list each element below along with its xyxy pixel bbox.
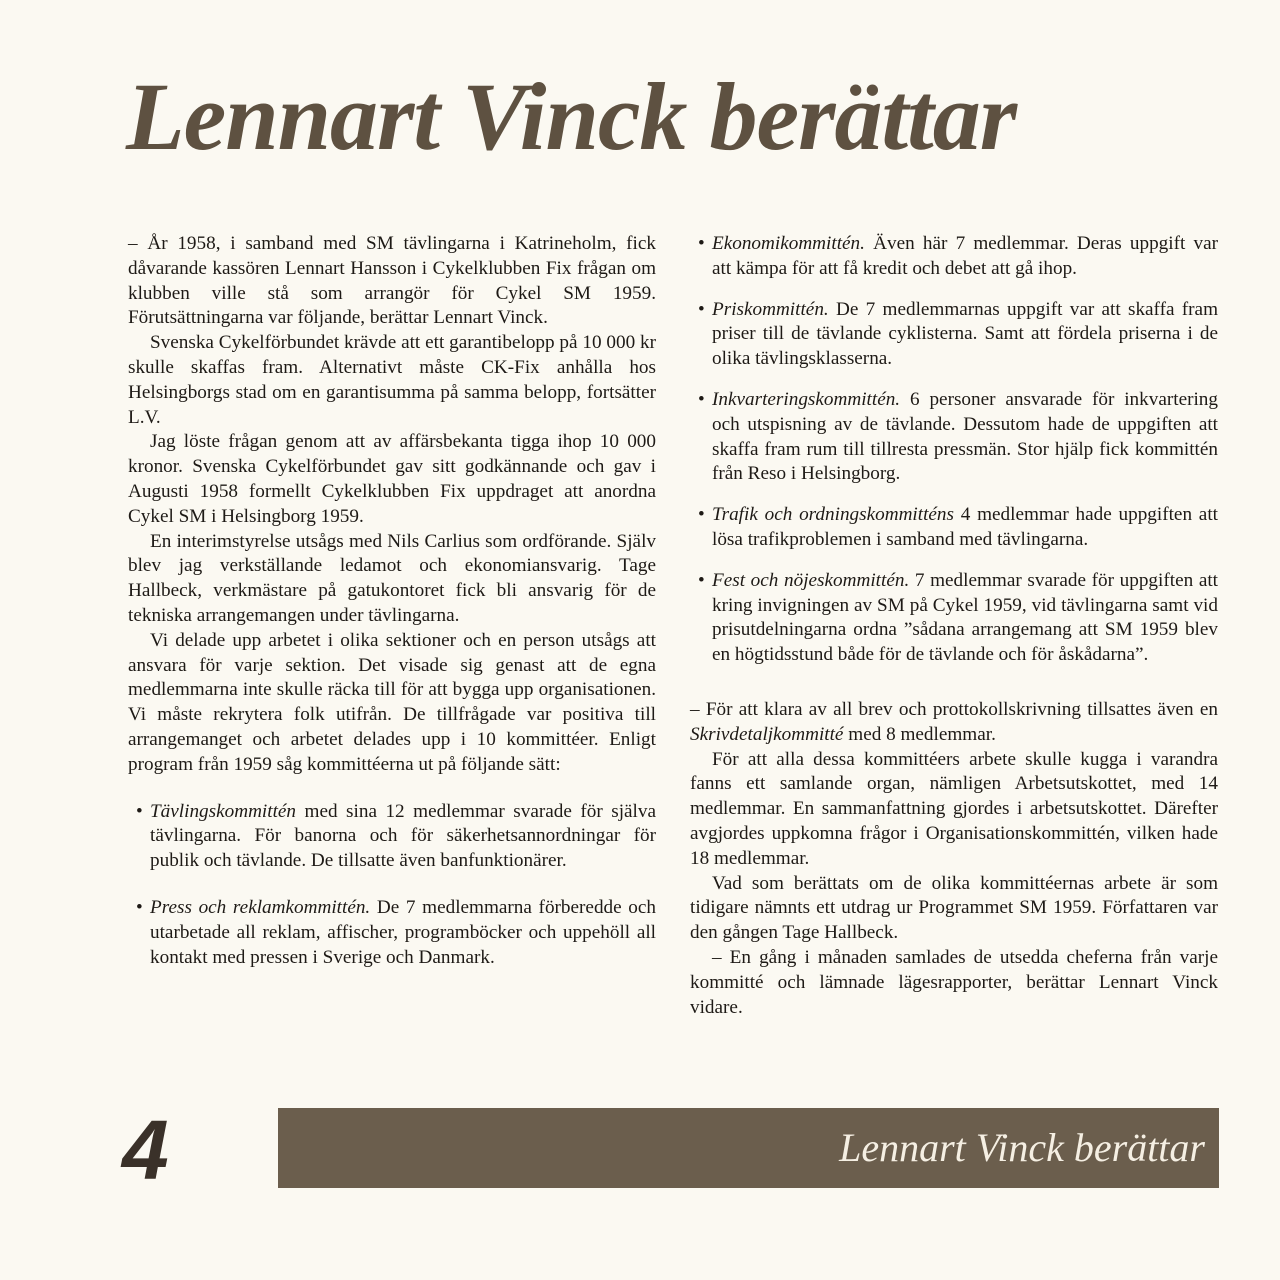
paragraph-text: med 8 medlemmar. bbox=[843, 723, 996, 745]
committee-item bbox=[128, 800, 656, 874]
committee-description: De 7 medlemmarna förberedde och utarbetade all reklam, affischer, programböcker och uppehöll all kontakt med pressen i Sverige och Danmark. bbox=[150, 896, 657, 968]
committee-name: Fest och nöjeskommittén. bbox=[712, 569, 910, 591]
bullet-icon: • bbox=[698, 569, 705, 591]
committee-name: Skrivdetaljkommitté bbox=[690, 723, 844, 745]
paragraph: Vi delade upp arbetet i olika sektioner och en person utsågs att ansvara för varje sektion. Det visade sig genast att de egna medlemmarna inte skulle räcka till för att bygga upp organisationen. Vi måste rekrytera folk utifrån. De tillfrågade var positiva till arrangemanget och arbetet delades upp i 10 kommittéer. Enligt program från 1959 såg kommittéerna ut på följande sätt: bbox=[128, 629, 656, 775]
committee-name: Trafik och ordningskommitténs bbox=[712, 504, 954, 526]
committee-name: Press och reklamkommittén. bbox=[150, 896, 371, 918]
committee-description: De 7 medlemmarnas uppgift var att skaffa fram priser till de tävlande cyklisterna. Samt att fördela priserna i de olika tävlingsklasserna. bbox=[712, 298, 1218, 370]
paragraph: – År 1958, i samband med SM tävlingarna i Katrineholm, fick dåvarande kassören Lennart Hansson i Cykelklubben Fix frågan om klubben ville stå som arrangör för Cykel SM 1959. Förutsättningarna var följande, berättar Lennart Vinck. bbox=[128, 233, 656, 329]
committee-name: Priskommittén. bbox=[712, 298, 829, 320]
paragraph-text: – För att klara av all brev och prottokollskrivning tillsattes även en bbox=[690, 698, 1218, 720]
paragraph: – En gång i månaden samlades de utsedda cheferna från varje kommitté och lämnade lägesrapporter, berättar Lennart Vinck vidare. bbox=[690, 946, 1218, 1018]
page-title: Lennart Vinck berättar bbox=[126, 63, 1017, 170]
footer-bar bbox=[278, 1108, 1219, 1188]
committee-item bbox=[690, 569, 1218, 668]
page-number: 4 bbox=[122, 1103, 169, 1197]
committee-description: 6 personer ansvarade för inkvartering och utspisning av de tävlande. Dessutom hade de uppgiften att skaffa fram rum till tillresta pressmän. Stor hjälp fick kommittén från Reso i Helsingborg. bbox=[712, 388, 1218, 485]
committee-name: Inkvarteringskommittén. bbox=[712, 388, 901, 410]
bullet-icon: • bbox=[698, 233, 705, 254]
committee-description: med sina 12 medlemmar svarade för själva tävlingarna. För banorna och för säkerhetsannordningar för publik och tävlande. De tillsatte även banfunktionärer. bbox=[150, 800, 656, 872]
committee-description: 4 medlemmar hade uppgiften att lösa trafikproblemen i samband med tävlingarna. bbox=[712, 504, 1218, 550]
committee-item bbox=[690, 298, 1218, 372]
paragraph bbox=[690, 698, 1218, 748]
bullet-icon: • bbox=[698, 504, 705, 526]
bullet-icon: • bbox=[698, 388, 705, 410]
committee-item bbox=[690, 503, 1218, 553]
running-title: Lennart Vinck berättar bbox=[839, 1125, 1205, 1170]
bullet-icon: • bbox=[136, 896, 143, 918]
paragraph: En interimstyrelse utsågs med Nils Carlius som ordförande. Själv blev jag verkställande ledamot och ekonomiansvarig. Tage Hallbeck, verkmästare på gatukontoret fick bli ansvarig för de tekniska arrangemangen under tävlingarna. bbox=[128, 530, 656, 626]
committee-description: 7 medlemmar svarade för uppgiften att kring invigningen av SM på Cykel 1959, vid tävlingarna samt vid prisutdelningarna ordna ”sådana arrangemang att SM 1959 blev en högtidsstund både för de tävlande och för åskådarna”. bbox=[712, 569, 1218, 666]
committee-description: Även här 7 medlemmar. Deras uppgift var att kämpa för att få kredit och debet att gå ihop. bbox=[712, 233, 1218, 279]
committee-item bbox=[690, 232, 1218, 282]
left-column bbox=[128, 232, 656, 970]
paragraph: Jag löste frågan genom att av affärsbekanta tigga ihop 10 000 kronor. Svenska Cykelförbundet gav sitt godkännande och gav i Augusti 1958 formellt Cykelklubben Fix uppdraget att anordna Cykel SM i Helsingborg 1959. bbox=[128, 431, 656, 527]
paragraph: Svenska Cykelförbundet krävde att ett garantibelopp på 10 000 kr skulle skaffas fram. Alternativt måste CK-Fix anhålla hos Helsingborgs stad om en garantisumma på samma belopp, fortsätter L.V. bbox=[128, 332, 656, 428]
bullet-icon: • bbox=[698, 298, 705, 320]
committee-item bbox=[690, 388, 1218, 487]
bullet-icon: • bbox=[136, 800, 143, 822]
committee-name: Ekonomikommittén. bbox=[712, 233, 865, 254]
paragraph: Vad som berättats om de olika kommittéernas arbete är som tidigare nämnts ett utdrag ur Programmet SM 1959. Författaren var den gången Tage Hallbeck. bbox=[690, 872, 1218, 944]
committee-item bbox=[128, 896, 656, 970]
right-column bbox=[690, 232, 1218, 1020]
committee-name: Tävlingskommittén bbox=[150, 800, 297, 822]
paragraph: För att alla dessa kommittéers arbete skulle kugga i varandra fanns ett samlande organ, nämligen Arbetsutskottet, med 14 medlemmar. En sammanfattning gjordes i arbetsutskottet. Därefter avgjordes uppkomna frågor i Organisationskommittén, vilken hade 18 medlemmar. bbox=[690, 748, 1218, 869]
